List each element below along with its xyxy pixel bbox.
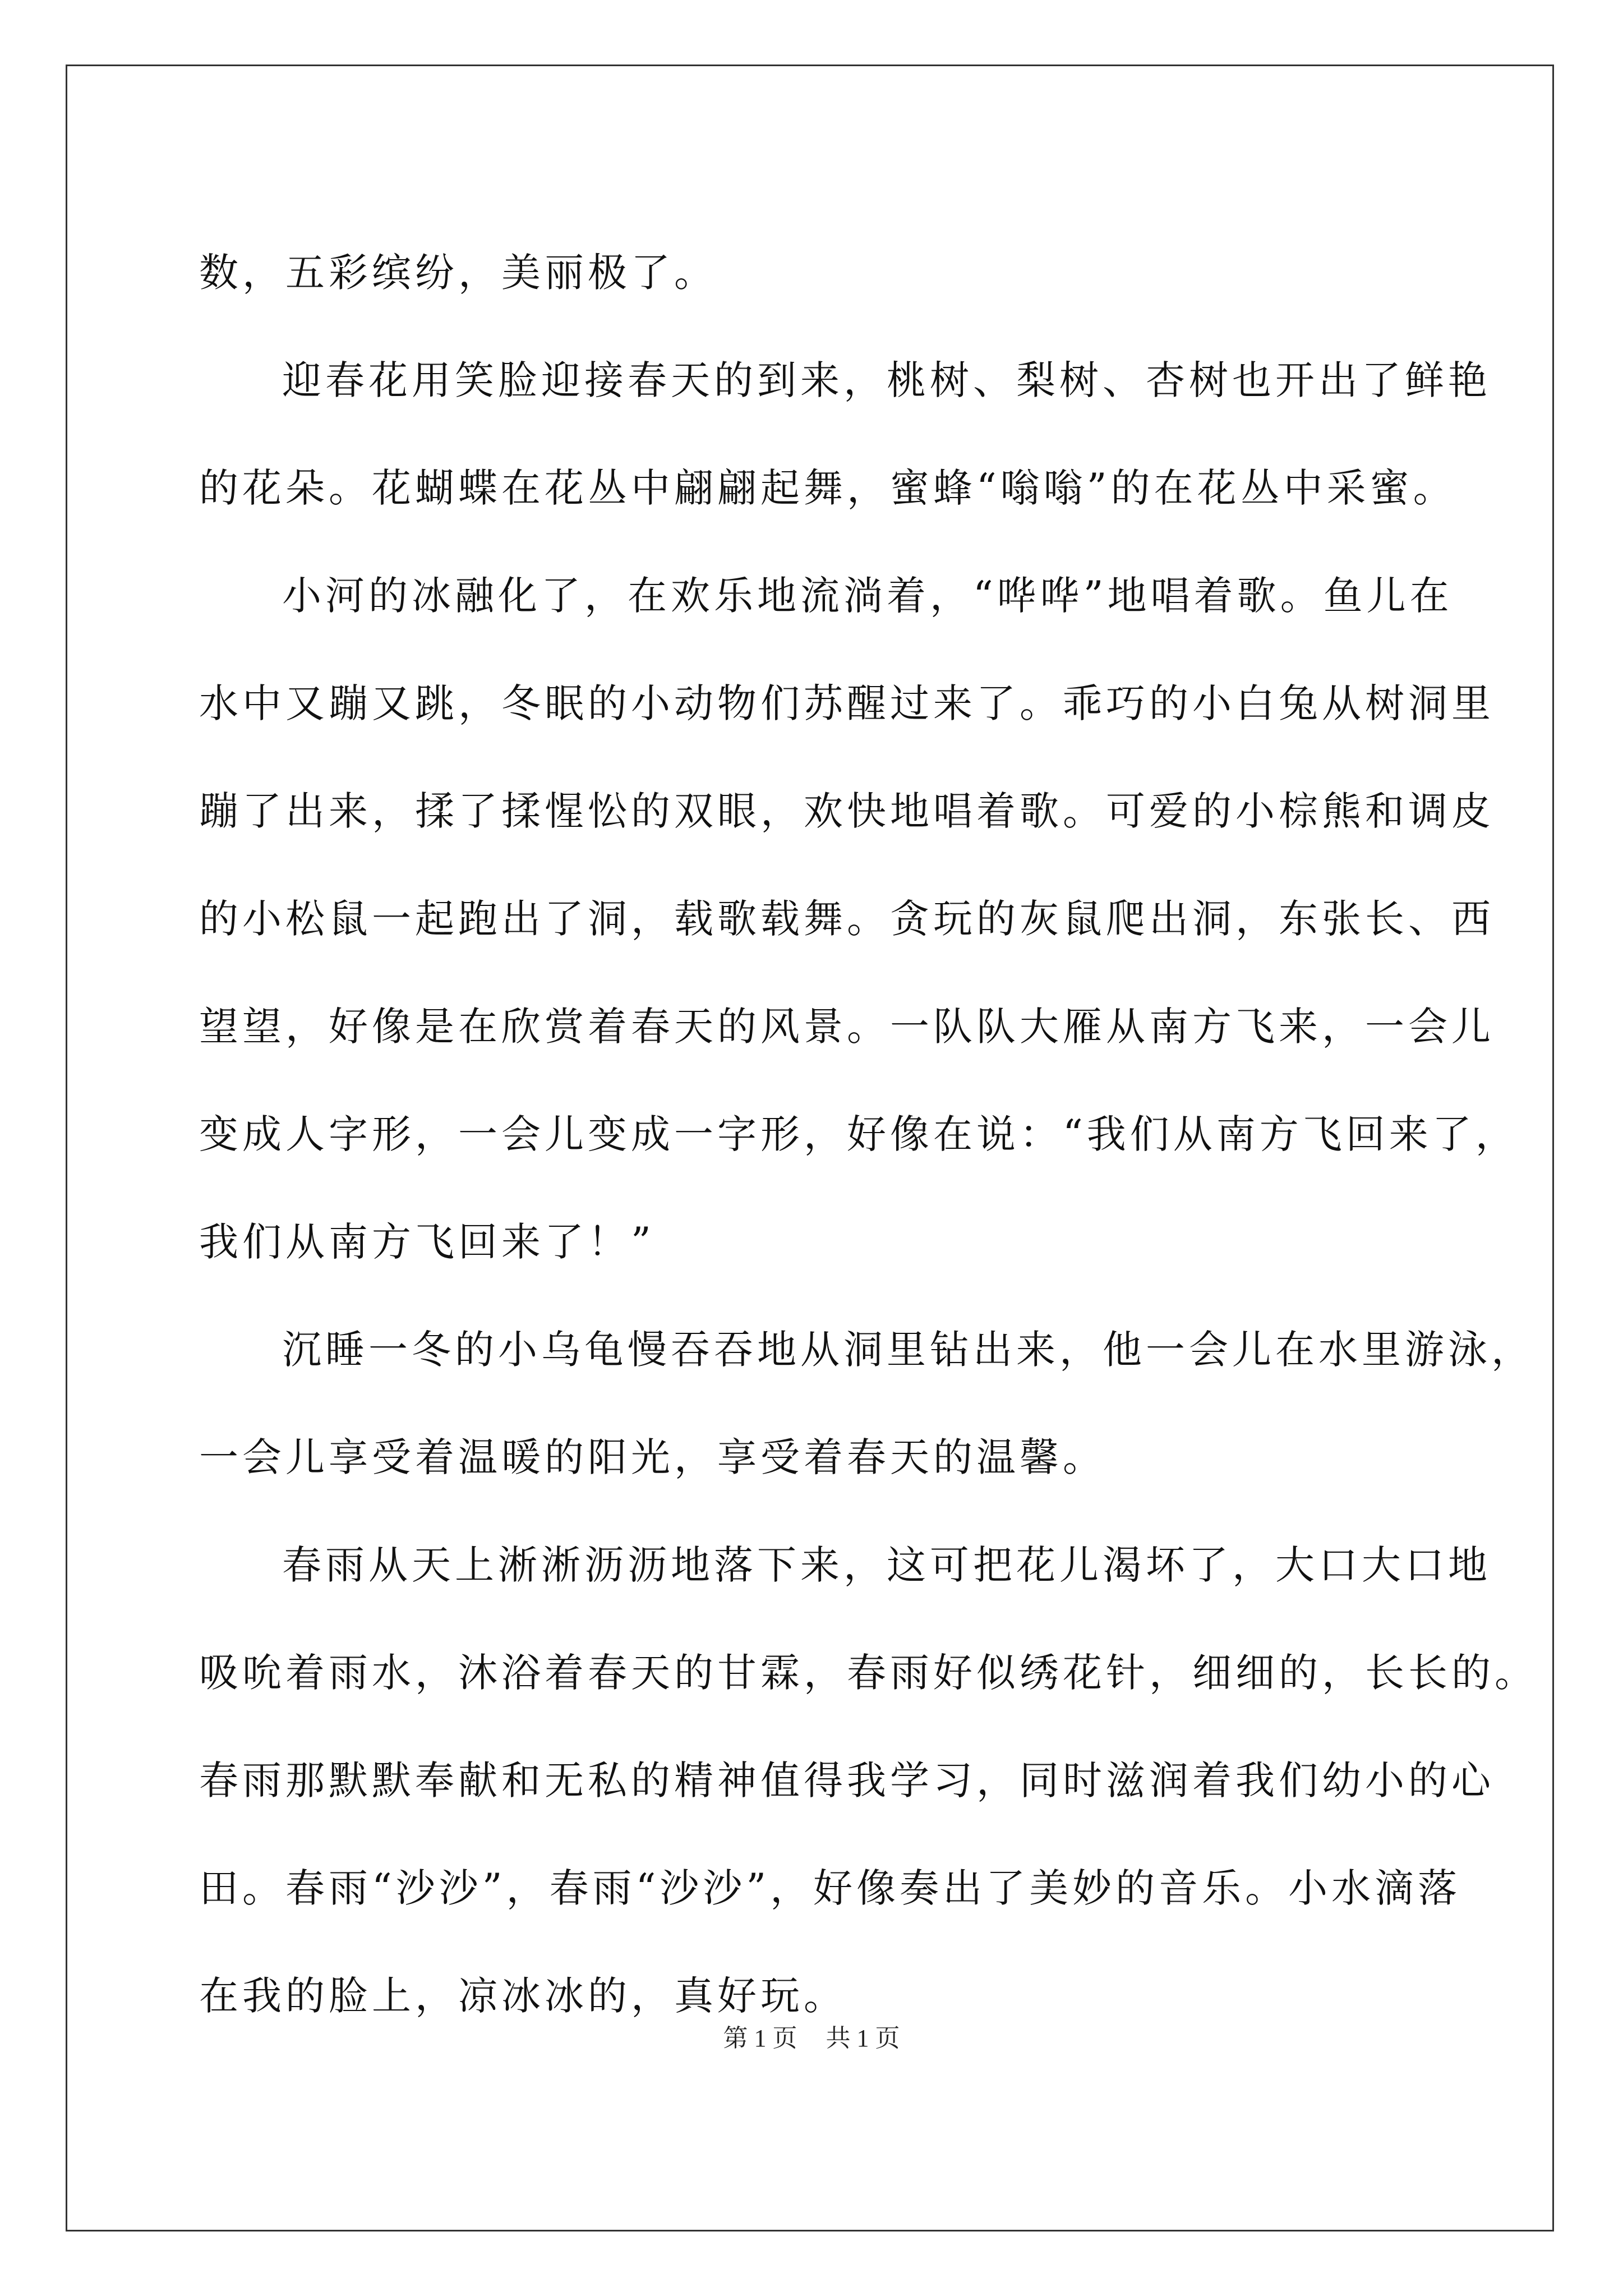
text-line: 水中又蹦又跳，冬眠的小动物们苏醒过来了。乖巧的小白兔从树洞里 [199,680,1495,726]
text-line: 数，五彩缤纷，美丽极了。 [199,250,717,296]
text-line: 春雨从天上淅淅沥沥地落下来，这可把花儿渴坏了，大口大口地 [282,1542,1491,1588]
text-line: 春雨那默默奉献和无私的精神值得我学习，同时滋润着我们幼小的心 [199,1757,1495,1803]
text-line: 沉睡一冬的小乌龟慢吞吞地从洞里钻出来，他一会儿在水里游泳， [282,1327,1534,1373]
text-line: 吸吮着雨水，沐浴着春天的甘霖，春雨好似绣花针，细细的，长长的。 [199,1650,1538,1696]
document-body [199,219,1538,2050]
text-line: 田。春雨“沙沙”，春雨“沙沙”，好像奏出了美妙的音乐。小水滴落 [199,1865,1461,1911]
text-line: 我们从南方飞回来了！” [199,1219,655,1265]
text-line: 的小松鼠一起跑出了洞，载歌载舞。贪玩的灰鼠爬出洞，东张长、西 [199,896,1495,942]
page-number-current: 第 1 页 [723,2024,797,2052]
page-footer [0,2018,1623,2054]
page-number-total: 共 1 页 [826,2024,900,2052]
text-line: 迎春花用笑脸迎接春天的到来，桃树、梨树、杏树也开出了鲜艳 [282,357,1491,403]
text-line: 在我的脸上，凉冰冰的，真好玩。 [199,1973,847,2019]
text-line: 望望，好像是在欣赏着春天的风景。一队队大雁从南方飞来，一会儿 [199,1004,1495,1050]
text-line: 一会儿享受着温暖的阳光，享受着春天的温馨。 [199,1434,1106,1480]
text-line: 小河的冰融化了，在欢乐地流淌着，“哗哗”地唱着歌。鱼儿在 [282,573,1453,619]
text-line: 变成人字形，一会儿变成一字形，好像在说：“我们从南方飞回来了， [199,1111,1519,1157]
text-line: 的花朵。花蝴蝶在花丛中翩翩起舞，蜜蜂“嗡嗡”的在花丛中采蜜。 [199,465,1456,511]
text-line: 蹦了出来，揉了揉惺忪的双眼，欢快地唱着歌。可爱的小棕熊和调皮 [199,788,1495,834]
